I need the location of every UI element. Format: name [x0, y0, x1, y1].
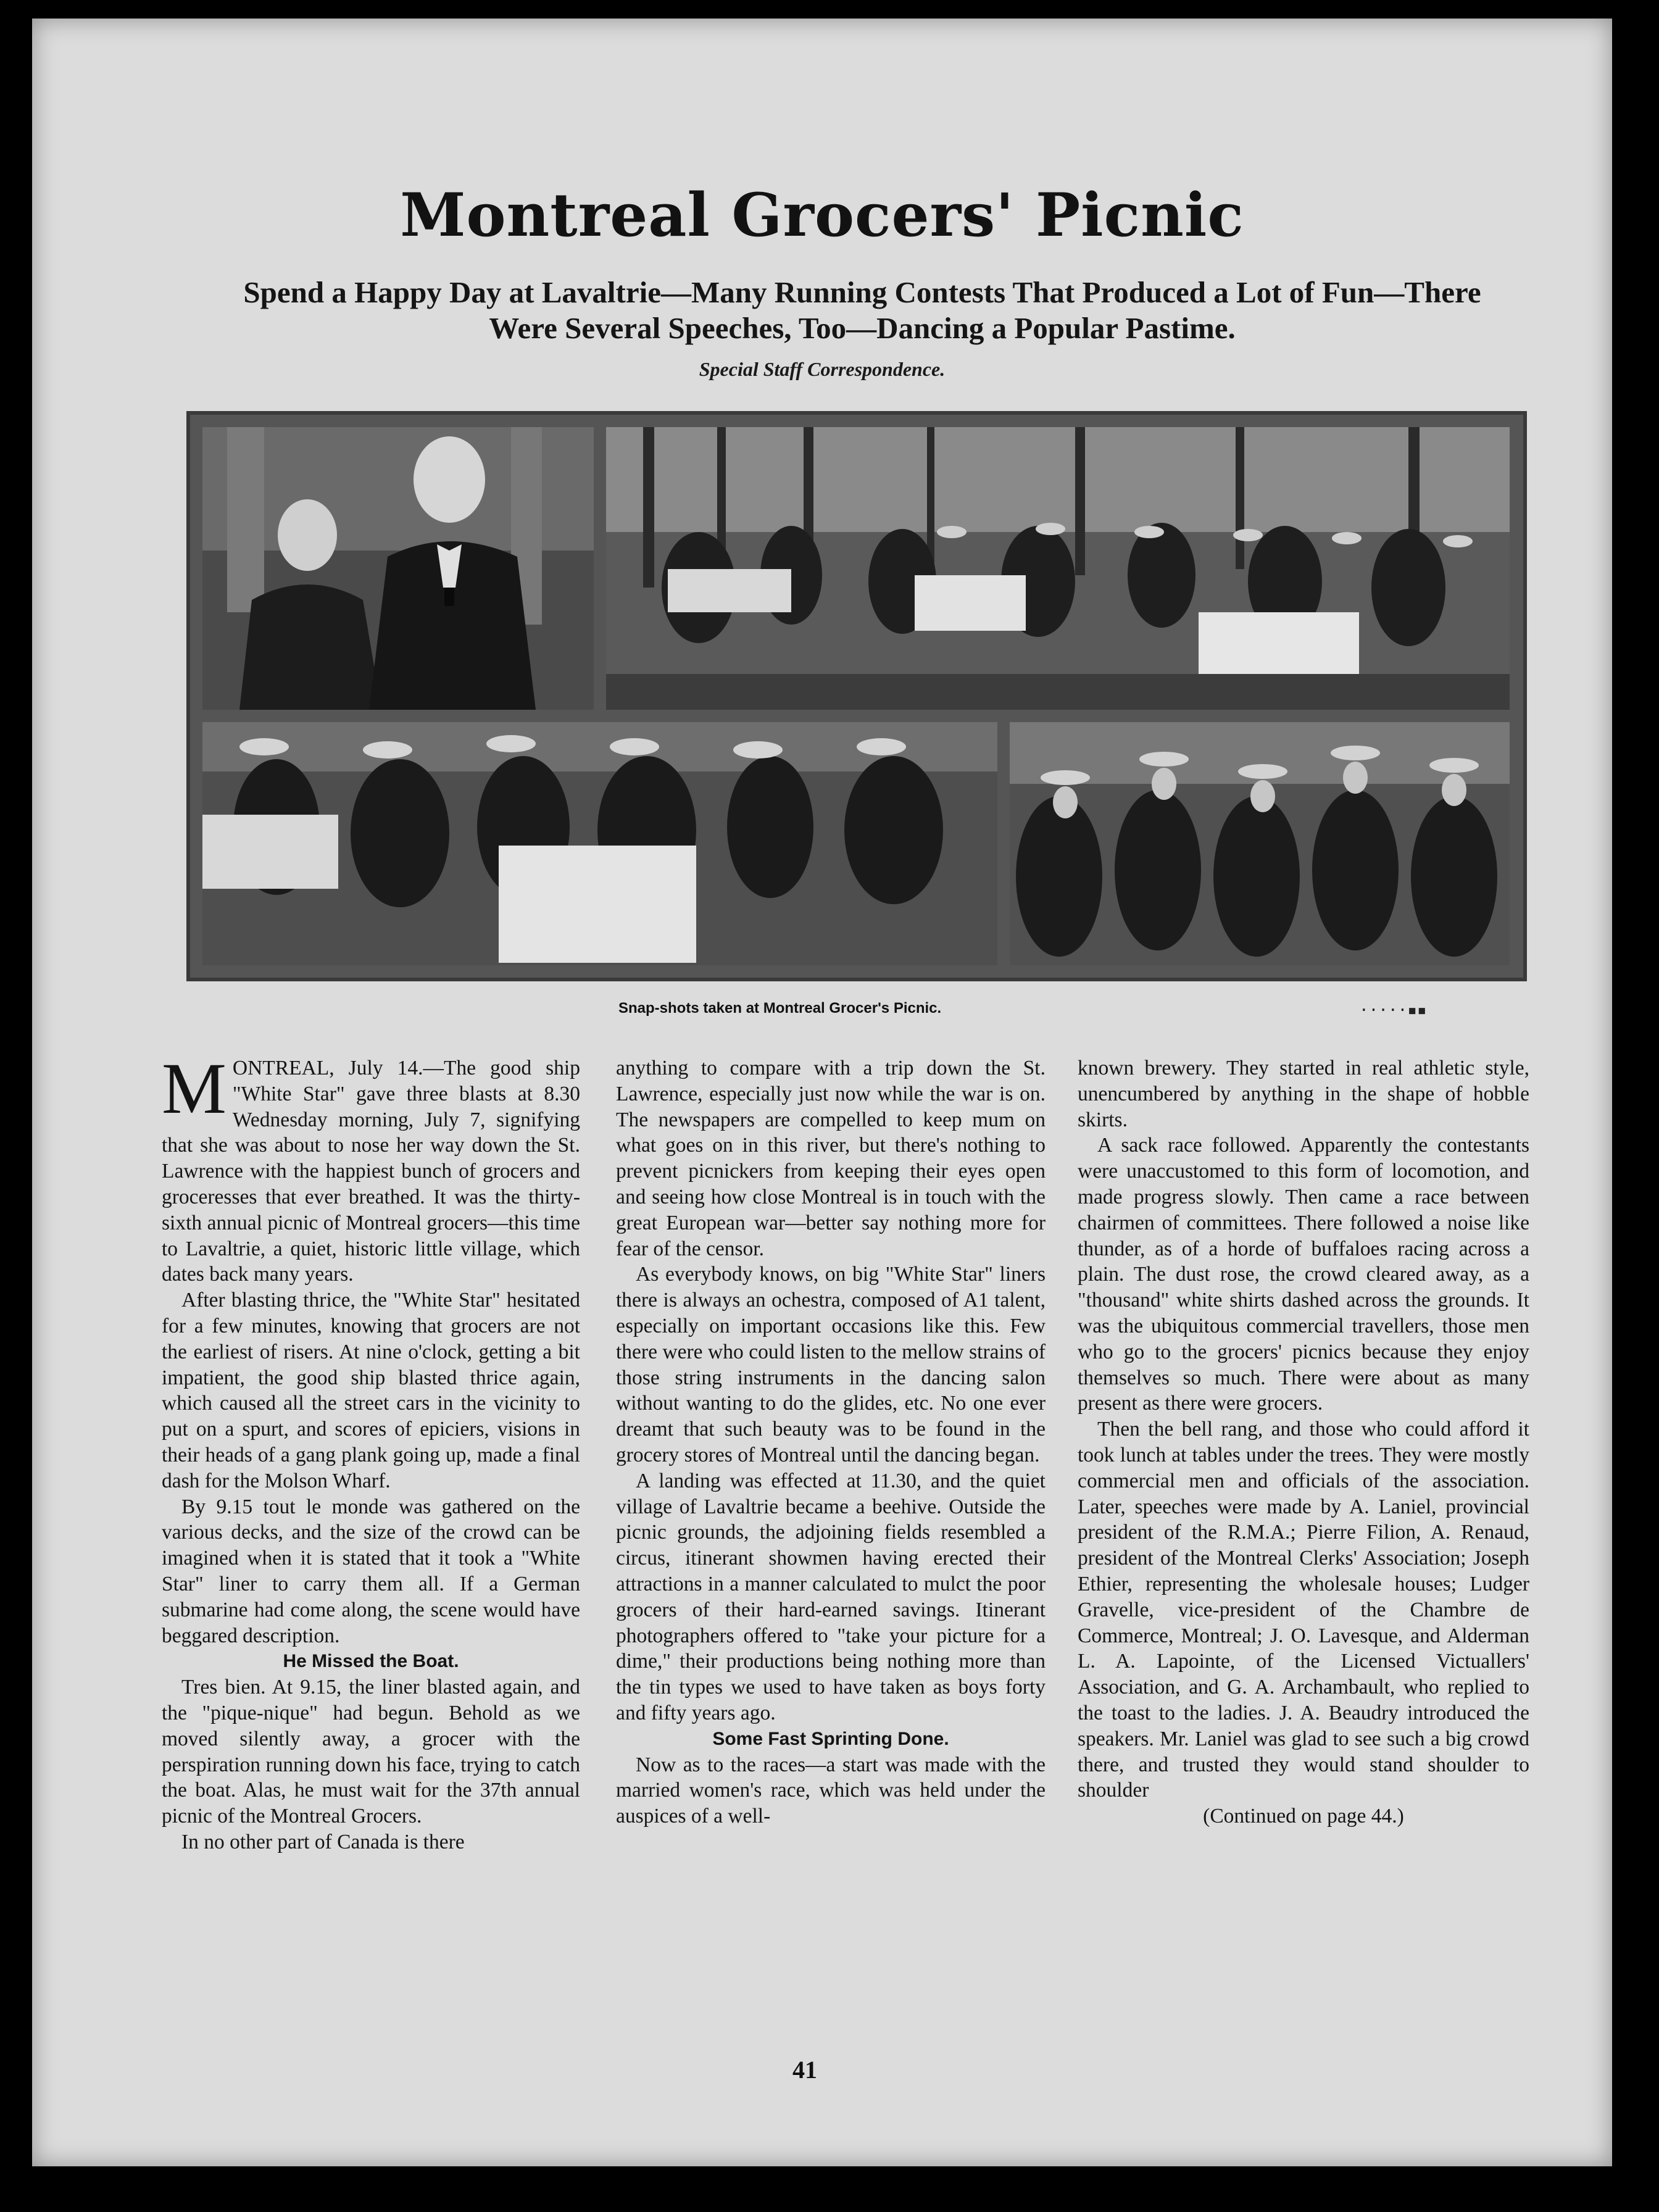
- byline: Special Staff Correspondence.: [699, 358, 946, 380]
- paragraph: known brewery. They started in real athletic style, unencumbered by anything in the shape of hobble skirts.: [1078, 1057, 1529, 1131]
- paragraph-text: ONTREAL, July 14.—The good ship "White Star" gave three blasts at 8.30 Wednesday morning, July 7, signifying that she was about to nose her way down the St. Lawrence with the happiest bunch of grocers and groceresses that ever breathed. It was the thirty-sixth annual picnic of Montreal grocers—this time to Lavaltrie, a quiet, historic little village, which dates back many years.: [162, 1057, 580, 1286]
- page-number: 41: [792, 2056, 817, 2084]
- photo-crowd-hats: [1010, 722, 1510, 965]
- photo-tables-grove: [606, 427, 1510, 710]
- continued-note: (Continued on page 44.): [1203, 1805, 1404, 1828]
- paragraph: In no other part of Canada is there: [181, 1830, 465, 1853]
- article-column-2: [616, 1055, 1046, 1829]
- paragraph: After blasting thrice, the "White Star" hesitated for a few minutes, knowing that grocers are not the earliest of risers. At nine o'clock, getting a bit impatient, the good ship blasted thrice again, which caused all the street cars in the vicinity to put on a spurt, and scores of epiciers, visions in their heads of a gang plank going up, made a final dash for the Molson Wharf.: [162, 1289, 580, 1492]
- article-column-1: [162, 1048, 580, 1855]
- paragraph: By 9.15 tout le monde was gathered on the various decks, and the size of the crowd can be imagined when it is stated that it took a "White Star" liner to carry them all. If a German submarine had come along, the scene would have beggared description.: [162, 1495, 580, 1647]
- scan-marks: ·····▪▪: [1359, 1001, 1427, 1020]
- paragraph: A landing was effected at 11.30, and the quiet village of Lavaltrie became a beehive. Outside the picnic grounds, the adjoining fields resembled a circus, itinerant showmen having erected their attractions in a manner calculated to mulct the poor grocers of their hard-earned savings. Itinerant photographers offered to "take your picture for a dime," their productions being nothing more than the tin types we used to have taken as boys forty and fifty years ago.: [616, 1469, 1046, 1724]
- paragraph: Then the bell rang, and those who could afford it took lunch at tables under the trees. They were mostly commercial men and officials of the association. Later, speeches were made by A. Laniel, provincial president of the R.M.A.; Pierre Filion, A. Renaud, president of the Montreal Clerks' Association; Joseph Ethier, representing the wholesale houses; Ludger Gravelle, vice-president of the Chambre de Commerce, Montreal; J. O. Lavesque, and Alderman L. A. Lapointe, of the Licensed Victuallers' Association, and G. A. Archambault, who replied to the toast to the ladies. J. A. Beaudry introduced the speakers. Mr. Laniel was glad to see such a big crowd there, and trusted they would stand shoulder to shoulder: [1078, 1418, 1529, 1802]
- photo-two-men: [202, 427, 594, 710]
- paragraph: anything to compare with a trip down the St. Lawrence, especially just now while the war is on. The newspapers are compelled to keep mum on what goes on in this river, but there's nothing to prevent picnickers from keeping their eyes open and seeing how close Montreal is in touch with the great European war—better say nothing more for fear of the censor.: [616, 1057, 1046, 1260]
- photo-caption: Snap-shots taken at Montreal Grocer's Picnic.: [618, 1000, 942, 1017]
- article-column-3: [1078, 1055, 1529, 1829]
- paragraph: Now as to the races—a start was made with the married women's race, which was held under the auspices of a well-: [616, 1753, 1046, 1828]
- paragraph: A sack race followed. Apparently the contestants were unaccustomed to this form of locomotion, and made progress slowly. Then came a race between chairmen of committees. There followed a noise like thunder, as of a horde of buffaloes racing across a plain. The dust rose, the crowd cleared away, as a "thousand" white shirts dashed across the grounds. It was the ubiquitous commercial travellers, those men who go to the grocers' picnics because they enjoy themselves so much. There were about as many present as there were grocers.: [1078, 1134, 1529, 1415]
- photo-collage: [186, 411, 1527, 981]
- section-subhead: Some Fast Sprinting Done.: [712, 1728, 949, 1749]
- paragraph: Tres bien. At 9.15, the liner blasted again, and the "pique-nique" had begun. Behold as we moved silently away, a grocer with the perspiration running down his face, trying to catch the boat. Alas, he must wait for the 37th annual picnic of the Montreal Grocers.: [162, 1676, 580, 1828]
- photo-seated-diners: [202, 722, 997, 965]
- scan-border: [0, 0, 1659, 19]
- drop-cap: M: [162, 1048, 227, 1129]
- magazine-page: [32, 19, 1612, 2166]
- deck-line-1: Spend a Happy Day at Lavaltrie—Many Running Contests That Produced a Lot of Fun—There: [243, 275, 1481, 309]
- article-title: Montreal Grocers' Picnic: [400, 180, 1244, 250]
- paragraph: [162, 1048, 580, 1287]
- article-deck: [156, 275, 1569, 346]
- paragraph: As everybody knows, on big "White Star" liners there is always an ochestra, composed of A1 talent, especially on important occasions like this. Few there were who could listen to the mellow strains of those string instruments in the dancing salon without wanting to do the glides, etc. No one ever dreamt that such beauty was to be found in the grocery stores of Montreal until the dancing began.: [616, 1263, 1046, 1466]
- section-subhead: He Missed the Boat.: [283, 1651, 459, 1672]
- deck-line-2: Were Several Speeches, Too—Dancing a Popular Pastime.: [489, 311, 1236, 345]
